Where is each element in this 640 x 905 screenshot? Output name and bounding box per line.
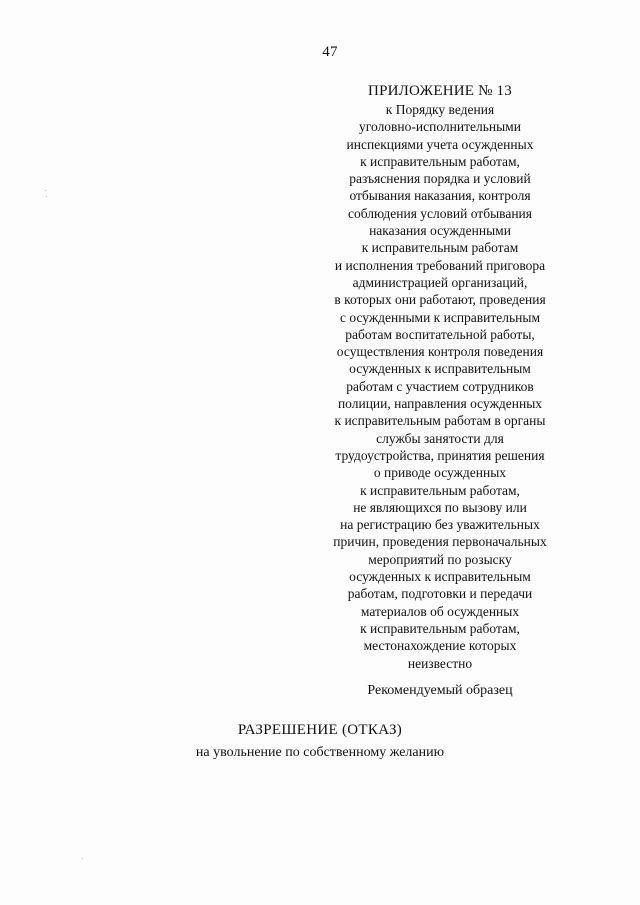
appendix-line: к исправительным работам, [360,620,520,636]
appendix-line: соблюдения условий отбывания [348,205,532,221]
document-subtitle: на увольнение по собственному желанию [195,745,445,760]
appendix-line: к Порядку ведения [385,102,495,117]
appendix-line: полиции, направления осужденных [337,396,543,412]
appendix-line: материалов об осужденных [360,603,520,619]
appendix-lines [300,101,580,672]
appendix-line: и исполнения требований приговора [334,257,546,273]
appendix-line: наказания осужденными [369,223,511,239]
appendix-line: осужденных к исправительным [349,361,531,377]
appendix-line: работам воспитательной работы, [345,326,535,342]
appendix-line: к исправительным работам в органы [334,413,546,429]
appendix-line: неизвестно [407,655,473,671]
scan-speck [45,190,46,191]
document-title-block [120,721,520,762]
appendix-line: работам с участием сотрудников [346,378,534,394]
page-number: 47 [322,44,338,60]
appendix-line: к исправительным работам, [360,482,520,498]
appendix-line: мероприятий по розыску [368,551,512,567]
appendix-line: к исправительным работам, [360,153,520,169]
appendix-line: уголовно-исполнительными [359,119,521,135]
appendix-line: отбывания наказания, контроля [349,188,531,204]
scan-speck [46,196,47,197]
appendix-line: трудоустройства, принятия решения [335,447,545,463]
appendix-line: осуществления контроля поведения [336,344,544,360]
appendix-line: о приводе осужденных [373,465,507,481]
appendix-line: службы занятости для [376,430,504,446]
scan-speck [82,858,83,859]
appendix-line: инспекциями учета осужденных [346,136,534,152]
appendix-line: в которых они работают, проведения [334,292,546,308]
appendix-line: осужденных к исправительным [349,569,531,585]
appendix-line: разъяснения порядка и условий [349,171,531,187]
document-title: РАЗРЕШЕНИЕ (ОТКАЗ) [237,722,403,738]
appendix-line: администрацией организаций, [352,274,528,290]
appendix-line: причин, проведения первоначальных [333,534,547,550]
appendix-title: ПРИЛОЖЕНИЕ № 13 [368,83,512,99]
sample-label: Рекомендуемый образец [367,683,513,698]
appendix-line: не являющихся по вызову или [353,499,527,515]
appendix-line: к исправительным работам [361,240,519,256]
appendix-header [300,82,580,672]
appendix-line: работам, подготовки и передачи [347,586,533,602]
appendix-line: с осужденными к исправительным [339,309,541,325]
appendix-line: местонахождение которых [363,638,517,654]
appendix-line: на регистрацию без уважительных [340,517,540,533]
